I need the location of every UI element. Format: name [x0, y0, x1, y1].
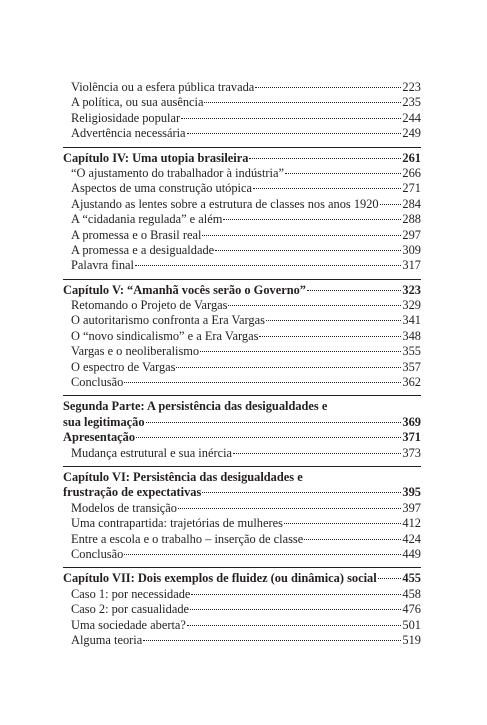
section-divider [63, 395, 421, 396]
toc-entry-title: Caso 2: por casualidade [71, 602, 190, 617]
toc-section [63, 151, 421, 274]
toc-entry-title: Apresentação [63, 430, 136, 445]
toc-chapter-entry [63, 415, 421, 430]
section-divider [63, 567, 421, 568]
dot-leader [228, 305, 401, 306]
table-of-contents [63, 80, 421, 648]
toc-chapter-entry [63, 283, 421, 298]
toc-page-number: 397 [402, 500, 421, 515]
toc-page-number: 341 [402, 313, 421, 328]
toc-entry-title-line: Capítulo VI: Persistência das desigualdades e [63, 470, 303, 484]
toc-subentry [63, 344, 421, 359]
toc-page-number: 395 [402, 485, 421, 500]
dot-leader [181, 118, 401, 119]
toc-entry-title: Uma sociedade aberta? [71, 617, 186, 632]
dot-leader [223, 219, 401, 220]
toc-page-number: 449 [402, 546, 421, 561]
toc-subentry [63, 228, 421, 243]
toc-entry-title: “O ajustamento do trabalhador à indústria” [71, 165, 284, 180]
dot-leader [285, 173, 401, 174]
toc-entry-title: Caso 1: por necessidade [71, 586, 191, 601]
toc-entry-title: Modelos de transição [71, 500, 177, 515]
toc-entry-title: Advertência necessária [71, 126, 186, 141]
dot-leader [204, 102, 401, 103]
toc-entry-title: Palavra final [71, 258, 134, 273]
toc-subentry [63, 258, 421, 273]
toc-subentry [63, 126, 421, 141]
toc-page-number: 261 [402, 150, 421, 165]
dot-leader [187, 133, 402, 134]
toc-subentry [63, 532, 421, 547]
toc-subentry [63, 197, 421, 212]
dot-leader [124, 554, 401, 555]
dot-leader [215, 250, 401, 251]
toc-entry-title: Religiosidade popular [71, 110, 181, 125]
toc-subentry [63, 516, 421, 531]
dot-leader [380, 204, 402, 205]
dot-leader [190, 609, 401, 610]
dot-leader [253, 188, 401, 189]
toc-entry-title: Mudança estrutural e sua inércia [71, 445, 233, 460]
toc-page-number: 412 [402, 516, 421, 531]
dot-leader [191, 594, 401, 595]
toc-entry-title: Vargas e o neoliberalismo [71, 344, 200, 359]
toc-page-number: 355 [402, 344, 421, 359]
toc-subentry [63, 181, 421, 196]
toc-entry-title: frustração de expectativas [63, 485, 202, 500]
toc-subentry [63, 602, 421, 617]
toc-subentry [63, 313, 421, 328]
toc-entry-title: Aspectos de uma construção utópica [71, 181, 252, 196]
toc-page-number: 476 [402, 602, 421, 617]
toc-chapter-entry [63, 485, 421, 500]
toc-section [63, 571, 421, 648]
toc-entry-title: Retomando o Projeto de Vargas [71, 298, 228, 313]
dot-leader [176, 367, 401, 368]
dot-leader [249, 158, 401, 159]
dot-leader [200, 351, 401, 352]
toc-page-number: 458 [402, 586, 421, 601]
toc-page-number: 284 [402, 196, 421, 211]
toc-subentry [63, 547, 421, 562]
toc-subentry [63, 446, 421, 461]
toc-page-number: 297 [402, 227, 421, 242]
toc-subentry [63, 329, 421, 344]
toc-page-number: 288 [402, 212, 421, 227]
toc-entry-title: Alguma teoria [71, 632, 143, 647]
dot-leader [255, 87, 401, 88]
toc-chapter-entry [63, 571, 421, 586]
toc-subentry [63, 243, 421, 258]
toc-entry-title: Capítulo IV: Uma utopia brasileira [63, 150, 249, 165]
toc-entry-title: sua legitimação [63, 414, 145, 429]
toc-page-number: 271 [402, 181, 421, 196]
toc-subentry [63, 618, 421, 633]
toc-page-number: 329 [402, 298, 421, 313]
toc-page-number: 266 [402, 165, 421, 180]
section-divider [63, 147, 421, 148]
dot-leader [136, 437, 401, 438]
dot-leader [202, 492, 401, 493]
toc-page-number: 309 [402, 242, 421, 257]
toc-entry-title: A promessa e a desigualdade [71, 242, 215, 257]
toc-page-number: 223 [402, 80, 421, 94]
toc-entry-title: A “cidadania regulada” e além [71, 212, 223, 227]
toc-subentry [63, 633, 421, 648]
toc-subentry [63, 212, 421, 227]
toc-entry-title: Entre a escola e o trabalho – inserção de classe [71, 531, 304, 546]
toc-entry-title: Capítulo VII: Dois exemplos de fluidez (ou dinâmica) social [63, 571, 377, 586]
dot-leader [307, 290, 401, 291]
toc-entry-title: O “novo sindicalismo” e a Era Vargas [71, 328, 259, 343]
dot-leader [284, 523, 401, 524]
section-divider [63, 279, 421, 280]
dot-leader [378, 578, 402, 579]
toc-section [63, 80, 421, 142]
section-divider [63, 466, 421, 467]
toc-subentry [63, 375, 421, 390]
toc-entry-title: Uma contrapartida: trajetórias de mulheres [71, 516, 283, 531]
toc-page-number: 501 [402, 617, 421, 632]
toc-page-number: 244 [402, 110, 421, 125]
toc-section [63, 470, 421, 562]
toc-subentry [63, 587, 421, 602]
dot-leader [259, 336, 401, 337]
toc-page-number: 455 [402, 571, 421, 586]
toc-chapter-entry [63, 151, 421, 166]
toc-subentry [63, 298, 421, 313]
toc-page-number: 362 [402, 375, 421, 390]
toc-entry-title: Capítulo V: “Amanhã vocês serão o Governo” [63, 282, 306, 297]
toc-entry-title: Violência ou a esfera pública travada [71, 80, 255, 94]
toc-section [63, 399, 421, 461]
dot-leader [266, 320, 401, 321]
toc-subentry [63, 360, 421, 375]
toc-entry-title: Ajustando as lentes sobre a estrutura de classes nos anos 1920 [71, 196, 379, 211]
toc-page-number: 348 [402, 328, 421, 343]
toc-page-number: 357 [402, 359, 421, 374]
toc-page-number: 235 [402, 95, 421, 110]
toc-subentry [63, 501, 421, 516]
toc-entry-title-line: Segunda Parte: A persistência das desigualdades e [63, 399, 328, 414]
toc-entry-title: A promessa e o Brasil real [71, 227, 202, 242]
dot-leader [187, 625, 402, 626]
dot-leader [202, 235, 401, 236]
toc-subentry [63, 80, 421, 95]
toc-page-number: 369 [402, 414, 421, 429]
toc-page-number: 371 [402, 430, 421, 445]
toc-page-number: 323 [402, 282, 421, 297]
toc-page-number: 373 [402, 445, 421, 460]
toc-page-number: 519 [402, 632, 421, 647]
dot-leader [135, 265, 401, 266]
dot-leader [304, 539, 401, 540]
toc-subentry [63, 166, 421, 181]
toc-page-number: 249 [402, 126, 421, 141]
dot-leader [178, 508, 401, 509]
toc-entry-title: Conclusão [71, 546, 124, 561]
toc-entry-title: O autoritarismo confronta a Era Vargas [71, 313, 265, 328]
toc-entry-title: A política, ou sua ausência [71, 95, 204, 110]
toc-page-number: 317 [402, 258, 421, 273]
dot-leader [233, 453, 401, 454]
toc-chapter-entry [63, 430, 421, 445]
toc-subentry [63, 111, 421, 126]
dot-leader [143, 640, 401, 641]
toc-entry-title: Conclusão [71, 375, 124, 390]
dot-leader [146, 422, 402, 423]
toc-section [63, 283, 421, 391]
toc-page-number: 424 [402, 531, 421, 546]
dot-leader [124, 382, 401, 383]
toc-subentry [63, 95, 421, 110]
toc-entry-title: O espectro de Vargas [71, 359, 176, 374]
